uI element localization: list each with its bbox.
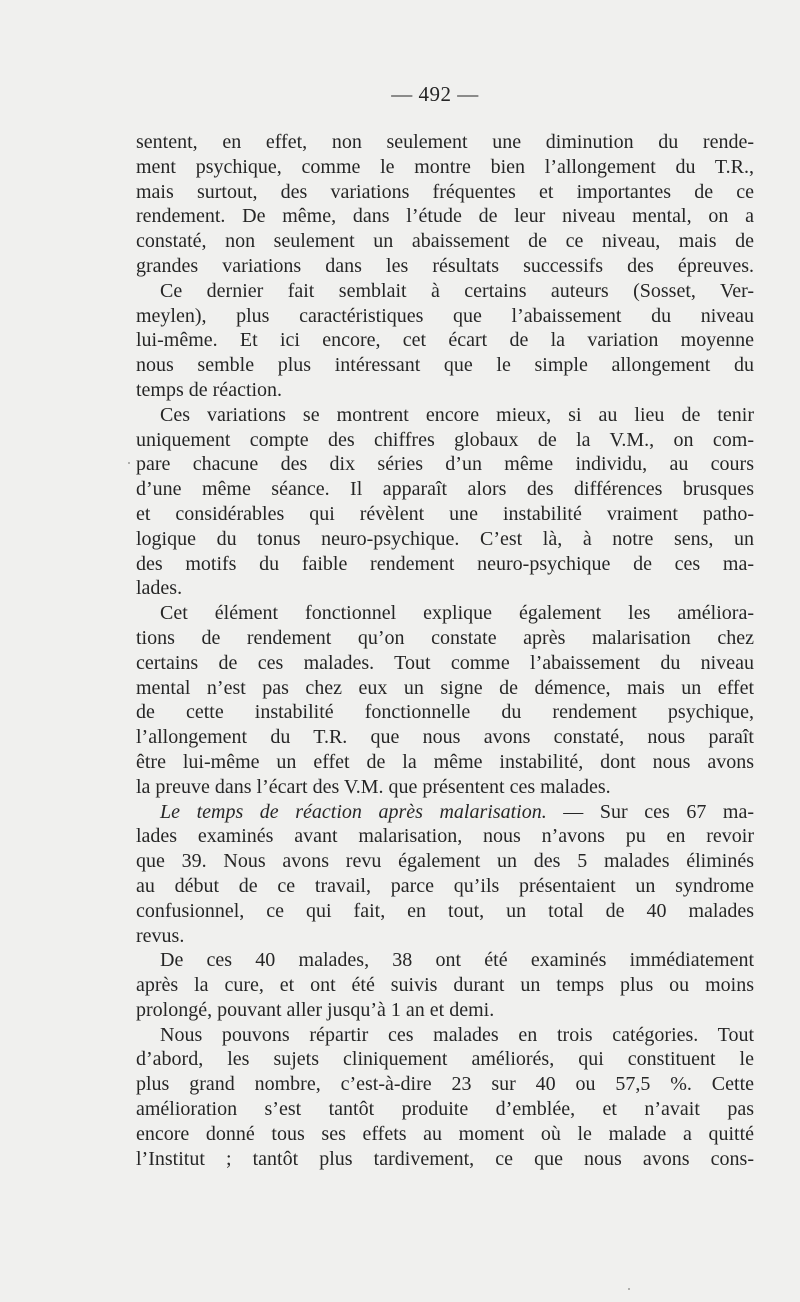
text-line: lui-même. Et ici encore, cet écart de la variation moyenne <box>136 329 754 352</box>
text-line: ment psychique, comme le montre bien l’allongement du T.R., <box>136 155 754 178</box>
text-run: — Sur ces 67 ma- <box>546 800 754 823</box>
text-line: au début de ce travail, parce qu’ils présentaient un syndrome <box>136 874 754 897</box>
text-line: de cette instabilité fonctionnelle du rendement psychique, <box>136 701 754 724</box>
body-text <box>136 130 754 1171</box>
text-line: lades. <box>136 577 183 600</box>
text-line: rendement. De même, dans l’étude de leur niveau mental, on a <box>136 205 754 228</box>
text-line: que 39. Nous avons revu également un des 5 malades éliminés <box>136 850 754 873</box>
text-line: et considérables qui révèlent une instabilité vraiment patho- <box>136 502 754 525</box>
text-line: plus grand nombre, c’est-à-dire 23 sur 40 ou 57,5 %. Cette <box>136 1073 754 1096</box>
text-line: logique du tonus neuro-psychique. C’est là, à notre sens, un <box>136 527 754 550</box>
text-line: pare chacune des dix séries d’un même individu, au cours <box>136 453 754 476</box>
text-line: encore donné tous ses effets au moment où le malade a quitté <box>136 1122 754 1145</box>
text-line: prolongé, pouvant aller jusqu’à 1 an et demi. <box>136 998 495 1021</box>
text-line: nous semble plus intéressant que le simple allongement du <box>136 354 754 377</box>
text-line: tions de rendement qu’on constate après malarisation chez <box>136 626 754 649</box>
text-line: l’Institut ; tantôt plus tardivement, ce que nous avons cons- <box>136 1147 754 1170</box>
text-line: la preuve dans l’écart des V.M. que présentent ces malades. <box>136 775 611 798</box>
text-line: constaté, non seulement un abaissement de ce niveau, mais de <box>136 230 754 253</box>
text-line: lades examinés avant malarisation, nous n’avons pu en revoir <box>136 825 754 848</box>
text-line: mais surtout, des variations fréquentes et importantes de ce <box>136 180 754 203</box>
text-line: mental n’est pas chez eux un signe de démence, mais un effet <box>136 676 754 699</box>
section-heading-line <box>136 800 754 825</box>
text-line: Ce dernier fait semblait à certains auteurs (Sosset, Ver- <box>160 279 754 302</box>
section-heading: Le temps de réaction après malarisation. <box>160 800 547 823</box>
text-line: sentent, en effet, non seulement une diminution du rende- <box>136 131 754 153</box>
text-line: après la cure, et ont été suivis durant un temps plus ou moins <box>136 974 754 997</box>
text-line: des motifs du faible rendement neuro-psychique de ces ma- <box>136 552 754 575</box>
text-line: d’une même séance. Il apparaît alors des différences brusques <box>136 478 754 501</box>
text-line: l’allongement du T.R. que nous avons constaté, nous paraît <box>136 726 754 749</box>
text-line: meylen), plus caractéristiques que l’abaissement du niveau <box>136 304 754 327</box>
text-line: temps de réaction. <box>136 378 283 401</box>
text-line: d’abord, les sujets cliniquement améliorés, qui constituent le <box>136 1048 754 1071</box>
text-line: certains de ces malades. Tout comme l’abaissement du niveau <box>136 651 754 674</box>
text-line: De ces 40 malades, 38 ont été examinés immédiatement <box>160 949 754 972</box>
text-line: revus. <box>136 924 185 947</box>
page-number: — 492 — <box>391 82 479 106</box>
text-line: grandes variations dans les résultats successifs des épreuves. <box>136 254 754 277</box>
text-line: uniquement compte des chiffres globaux de la V.M., on com- <box>136 428 754 451</box>
paper-speck <box>628 1288 630 1290</box>
text-line: être lui-même un effet de la même instabilité, dont nous avons <box>136 750 754 773</box>
paper-speck <box>128 462 130 464</box>
text-line: confusionnel, ce qui fait, en tout, un total de 40 malades <box>136 899 754 922</box>
text-line: amélioration s’est tantôt produite d’emblée, et n’avait pas <box>136 1098 754 1121</box>
text-line: Cet élément fonctionnel explique également les améliora- <box>160 602 754 625</box>
text-line: Ces variations se montrent encore mieux, si au lieu de tenir <box>160 403 754 426</box>
text-line: Nous pouvons répartir ces malades en trois catégories. Tout <box>160 1023 754 1046</box>
